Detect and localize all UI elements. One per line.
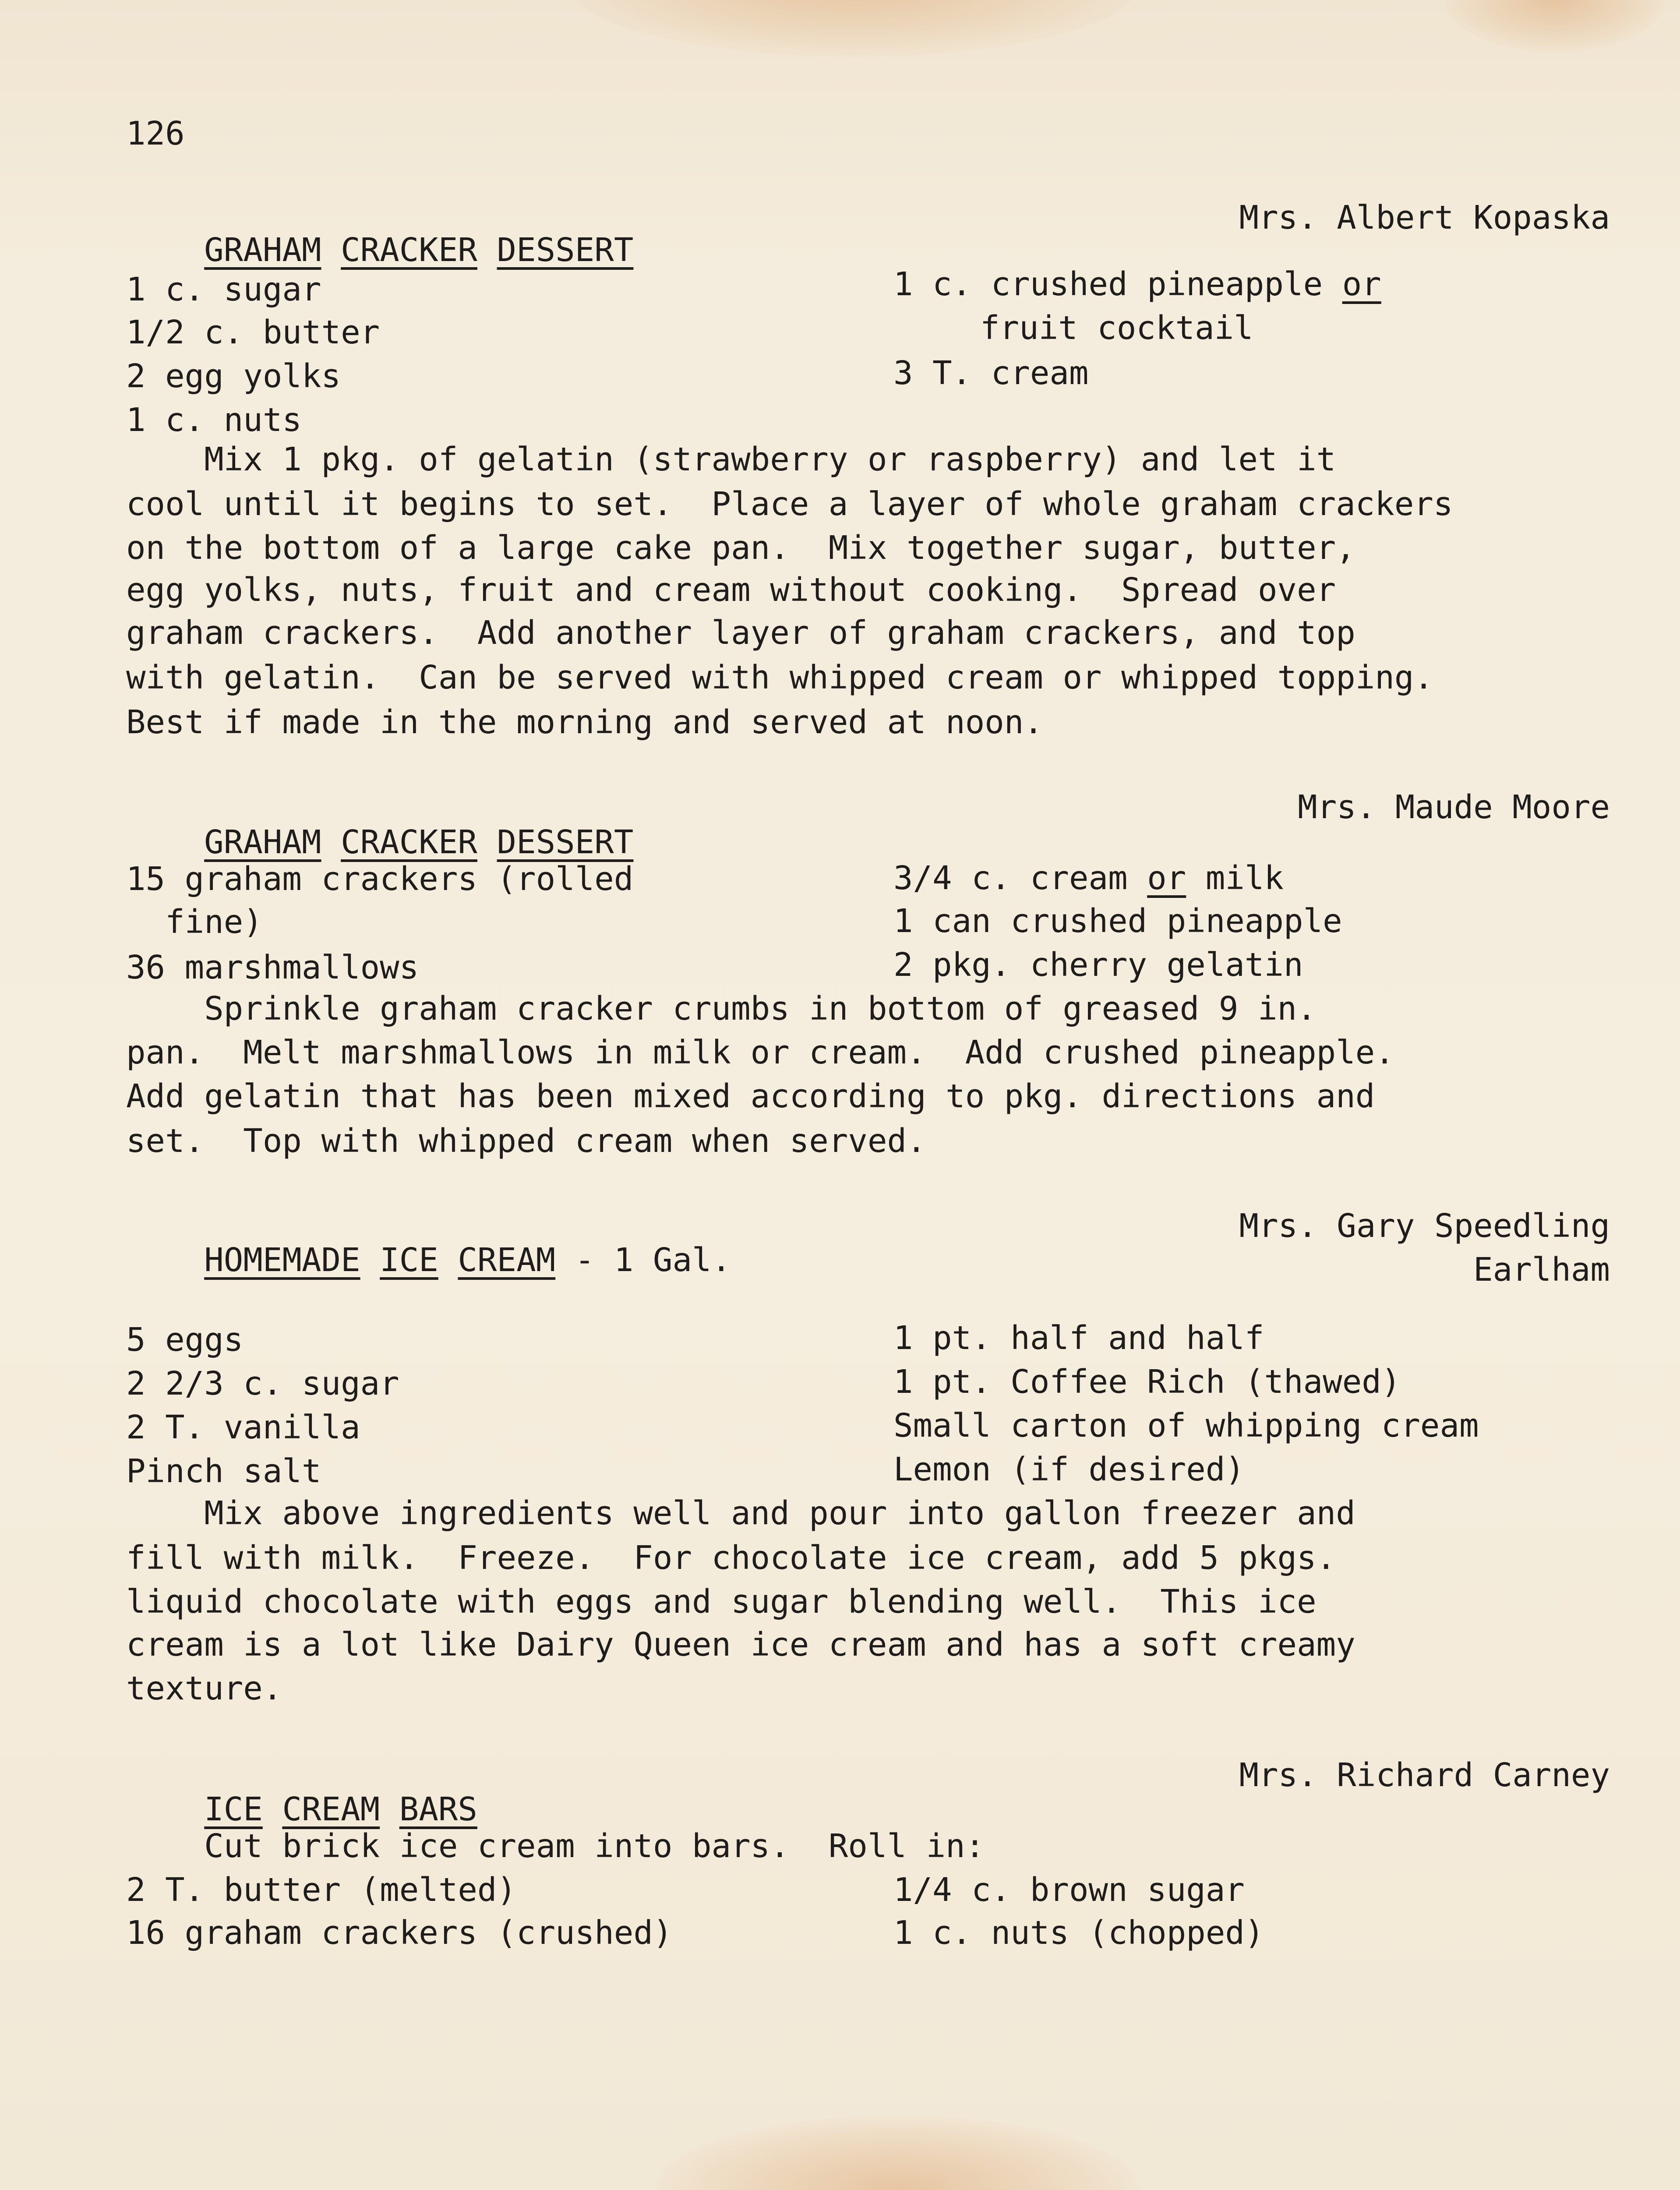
- title-word: CREAM: [458, 1241, 556, 1279]
- ingredient: 1 c. nuts (chopped): [893, 1914, 1264, 1952]
- ingredient: Pinch salt: [126, 1452, 321, 1490]
- recipe-author: Mrs. Maude Moore: [1298, 788, 1610, 826]
- ingredient: [893, 265, 1381, 303]
- ingredient-emphasis: or: [1147, 859, 1186, 897]
- title-word: CRACKER: [341, 231, 477, 269]
- ingredient: 15 graham crackers (rolled: [126, 860, 634, 898]
- instruction-line: set. Top with whipped cream when served.: [126, 1122, 926, 1160]
- ingredient: Small carton of whipping cream: [893, 1407, 1479, 1445]
- title-word: DESSERT: [497, 823, 634, 861]
- title-word: GRAHAM: [204, 231, 321, 269]
- title-word: HOMEMADE: [204, 1241, 360, 1279]
- stain-top-right: [1445, 0, 1664, 53]
- instruction-line: graham crackers. Add another layer of graham crackers, and top: [126, 614, 1355, 652]
- ingredient-text: 3/4 c. cream: [893, 859, 1147, 897]
- instruction-line: texture.: [126, 1670, 282, 1707]
- instruction-line: Mix 1 pkg. of gelatin (strawberry or raspberry) and let it: [126, 441, 1336, 478]
- ingredient: 1 c. nuts: [126, 401, 302, 439]
- instruction-line: liquid chocolate with eggs and sugar blending well. This ice: [126, 1583, 1316, 1621]
- title-word: BARS: [399, 1791, 477, 1828]
- instruction-line: Cut brick ice cream into bars. Roll in:: [126, 1827, 985, 1865]
- ingredient: 16 graham crackers (crushed): [126, 1914, 673, 1952]
- ingredient: fine): [126, 903, 263, 941]
- stain-bottom: [657, 2116, 1139, 2190]
- recipe-title: [126, 1212, 731, 1309]
- author-location: Earlham: [1473, 1251, 1610, 1289]
- title-word: CREAM: [282, 1791, 380, 1828]
- recipe-author: Mrs. Richard Carney: [1239, 1756, 1610, 1794]
- title-word: GRAHAM: [204, 823, 321, 861]
- instruction-line: fill with milk. Freeze. For chocolate ice cream, add 5 pkgs.: [126, 1539, 1336, 1577]
- instruction-line: cream is a lot like Dairy Queen ice cream and has a soft creamy: [126, 1626, 1355, 1664]
- instruction-line: on the bottom of a large cake pan. Mix together sugar, butter,: [126, 529, 1355, 567]
- instruction-line: with gelatin. Can be served with whipped cream or whipped topping.: [126, 659, 1433, 696]
- instruction-line: cool until it begins to set. Place a layer of whole graham crackers: [126, 485, 1453, 523]
- instruction-line: egg yolks, nuts, fruit and cream without cooking. Spread over: [126, 571, 1336, 609]
- ingredient: 1 pt. half and half: [893, 1319, 1264, 1357]
- ingredient-text: milk: [1186, 859, 1284, 897]
- instruction-line: Sprinkle graham cracker crumbs in bottom of greased 9 in.: [126, 990, 1316, 1028]
- instruction-line: Mix above ingredients well and pour into gallon freezer and: [126, 1494, 1355, 1532]
- ingredient: 5 eggs: [126, 1321, 244, 1359]
- title-word: ICE: [204, 1791, 263, 1828]
- ingredient-emphasis: or: [1342, 265, 1381, 303]
- instruction-line: Add gelatin that has been mixed according to pkg. directions and: [126, 1077, 1375, 1115]
- title-suffix: - 1 Gal.: [555, 1241, 731, 1279]
- ingredient: 2 2/3 c. sugar: [126, 1365, 399, 1402]
- title-word: ICE: [380, 1241, 438, 1279]
- ingredient: 1/2 c. butter: [126, 314, 380, 351]
- ingredient: 2 T. vanilla: [126, 1409, 360, 1446]
- title-word: CRACKER: [341, 823, 477, 861]
- instruction-line: Best if made in the morning and served at noon.: [126, 703, 1043, 741]
- stain-top: [569, 0, 1139, 57]
- ingredient: 1/4 c. brown sugar: [893, 1871, 1245, 1909]
- ingredient: 3 T. cream: [893, 354, 1089, 392]
- ingredient: 2 egg yolks: [126, 357, 341, 395]
- page-number: 126: [126, 115, 185, 152]
- ingredient-text: 1 c. crushed pineapple: [893, 265, 1342, 303]
- ingredient: [893, 859, 1284, 897]
- title-word: DESSERT: [497, 231, 634, 269]
- ingredient: 1 c. sugar: [126, 271, 321, 308]
- instruction-line: pan. Melt marshmallows in milk or cream. Add crushed pineapple.: [126, 1034, 1394, 1071]
- recipe-author: Mrs. Albert Kopaska: [1239, 199, 1610, 237]
- ingredient: fruit cocktail: [980, 309, 1253, 347]
- ingredient: 2 pkg. cherry gelatin: [893, 946, 1303, 984]
- ingredient: 36 marshmallows: [126, 949, 419, 986]
- ingredient: 2 T. butter (melted): [126, 1871, 517, 1909]
- recipe-author: Mrs. Gary Speedling: [1239, 1207, 1610, 1245]
- ingredient: 1 pt. Coffee Rich (thawed): [893, 1363, 1401, 1401]
- ingredient: Lemon (if desired): [893, 1451, 1245, 1488]
- ingredient: 1 can crushed pineapple: [893, 902, 1342, 940]
